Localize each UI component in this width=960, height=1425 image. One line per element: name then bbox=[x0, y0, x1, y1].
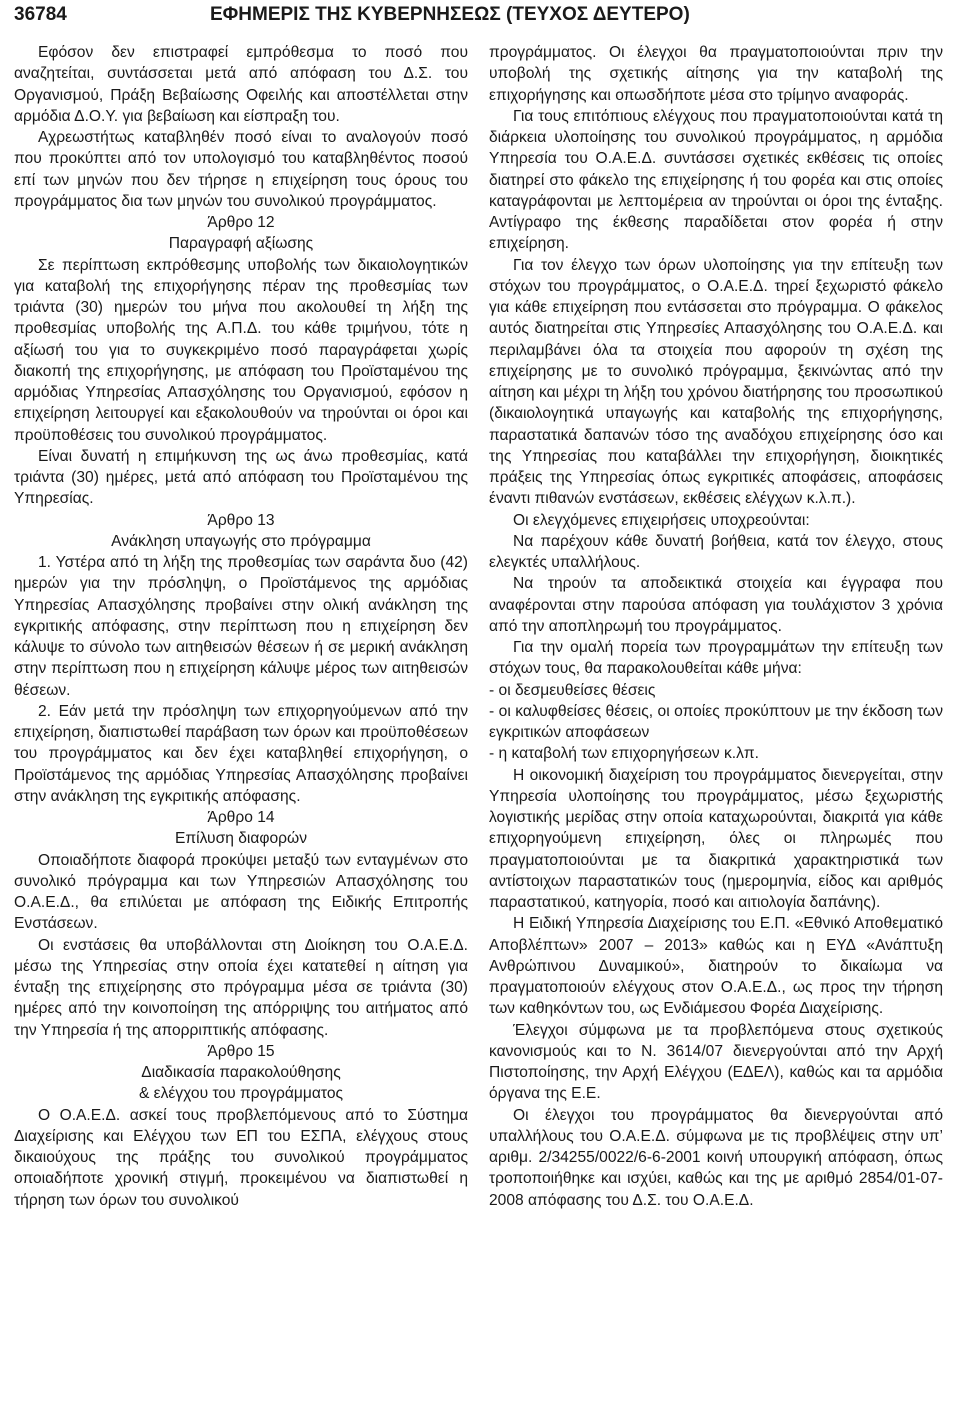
list-item: - η καταβολή των επιχορηγήσεων κ.λπ. bbox=[489, 745, 760, 763]
paragraph: 2. Εάν μετά την πρόσληψη των επιχορηγούμενων από την επιχείρηση, διαπιστωθεί παράβαση των όρων και προϋποθέσεων του προγράμματος και δεν έχει καταβληθεί επιχορήγηση, ο Προϊστάμενος της αρμόδιας Υπηρεσίας Απασχόλησης προβαίνει στην ανάκληση της εγκριτικής απόφασης. bbox=[14, 702, 468, 805]
paragraph: Για την ομαλή πορεία των προγραμμάτων την επίτευξη των στόχων τους, θα παρακολουθείται κάθε μήνα: bbox=[489, 639, 943, 678]
article-13-subtitle: Ανάκληση υπαγωγής στο πρόγραμμα bbox=[111, 532, 371, 550]
article-15-subtitle: Διαδικασία παρακολούθησης bbox=[141, 1064, 341, 1081]
article-14-title: Άρθρο 14 bbox=[207, 809, 275, 826]
page-number: 36784 bbox=[14, 4, 67, 25]
right-column bbox=[489, 42, 943, 1211]
list-item: - οι δεσμευθείσες θέσεις bbox=[489, 681, 656, 699]
article-12-subtitle: Παραγραφή αξίωσης bbox=[168, 235, 314, 253]
paragraph: Η Ειδική Υπηρεσία Διαχείρισης του Ε.Π. «Εθνικό Αποθεματικό Αποβλέπτων» 2007 – 2013» καθώς και η ΕΥΔ «Ανάπτυξη Ανθρώπινου Δυναμικού», διατηρούν το δικαίωμα να πραγματοποιούν ελέγχους στον Ο.Α.Ε.Δ., ως προς την τήρηση των καθηκόντων του, ως Ενδιάμεσου Φορέα Διαχείρισης. bbox=[489, 915, 943, 1018]
paragraph: Έλεγχοι σύμφωνα με τα προβλεπόμενα στους σχετικούς κανονισμούς και το Ν. 3614/07 διενεργούνται από την Αρχή Πιστοποίησης, την Αρχή Ελέγχου (ΕΔΕΛ), καθώς και τα αρμόδια όργανα της Ε.Ε. bbox=[489, 1021, 943, 1103]
paragraph: Η οικονομική διαχείριση του προγράμματος διενεργείται, στην Υπηρεσία υλοποίησης του προγράμματος, μέσω ξεχωριστής λογιστικής μερίδας στην οποία καταχωρούνται, διακριτά για κάθε επιχορηγούμενη επιχείρηση, όλες οι πληρωμές που πραγματοποιούνται με τα διακριτικά χαρακτηριστικά των αντίστοιχων παραστατικών τους (ημερομηνία, είδος και αριθμός παραστατικού, κατηγορία, ποσό και αιτιολογία δαπάνης). bbox=[489, 766, 943, 911]
paragraph: Οι έλεγχοι του προγράμματος θα διενεργούνται από υπαλλήλους του Ο.Α.Ε.Δ. σύμφωνα με τις προβλέψεις στην υπ’ αριθμ. 2/34255/0022/6-6-2001 κοινή υπουργική απόφαση, όπως τροποποιήθηκε και ισχύει, καθώς και της με αριθμό 2854/01-07-2008 απόφασης του Δ.Σ. του Ο.Α.Ε.Δ. bbox=[489, 1106, 943, 1209]
article-14-subtitle: Επίλυση διαφορών bbox=[175, 830, 307, 848]
paragraph: Οποιαδήποτε διαφορά προκύψει μεταξύ των ενταγμένων στο συνολικό πρόγραμμα και των Υπηρεσιών Απασχόλησης του Ο.Α.Ε.Δ., θα επιλύεται με απόφαση της Ειδικής Επιτροπής Ενστάσεων. bbox=[14, 851, 468, 933]
paragraph: Ο Ο.Α.Ε.Δ. ασκεί τους προβλεπόμενους από το Σύστημα Διαχείρισης και Ελέγχου των ΕΠ του ΕΣΠΑ, ελέγχους στους δικαιούχους της πράξης του συνολικού προγράμματος οποιαδήποτε χρονική στιγμή, προκειμένου να διαπιστωθεί η τήρηση των όρων του συνολικού bbox=[14, 1106, 468, 1209]
paragraph: Να παρέχουν κάθε δυνατή βοήθεια, κατά τον έλεγχο, στους ελεγκτές υπαλλήλους. bbox=[489, 532, 943, 571]
left-column bbox=[14, 42, 468, 1211]
paragraph: Είναι δυνατή η επιμήκυνση της ως άνω προθεσμίας, κατά τριάντα (30) ημέρες, μετά από απόφαση του Προϊσταμένου της Υπηρεσίας. bbox=[14, 447, 468, 508]
paragraph: 1. Υστέρα από τη λήξη της προθεσμίας των σαράντα δυο (42) ημερών για την πρόσληψη, ο Προϊστάμενος της αρμόδιας Υπηρεσίας Απασχόλησης προβαίνει στην ολική ανάκληση της εγκριτικής απόφασης, στην περίπτωση που η επιχείρηση δεν κάλυψε το σύνολο των αιτηθεισών θέσεων ή σε μερική ανάκληση στην περίπτωση που η επιχείρηση κάλυψε μέρος των αιτηθεισών θέσεων. bbox=[14, 554, 468, 699]
paragraph: Να τηρούν τα αποδεικτικά στοιχεία και έγγραφα που αναφέρονται στην παρούσα απόφαση για τουλάχιστον 3 χρόνια από την αποπληρωμή του προγράμματος. bbox=[489, 575, 943, 635]
article-13-title: Άρθρο 13 bbox=[207, 511, 275, 529]
list-item: - οι καλυφθείσες θέσεις, οι οποίες προκύπτουν με την έκδοση των εγκριτικών αποφάσεων bbox=[489, 702, 943, 741]
article-15-subtitle: & ελέγχου του προγράμματος bbox=[138, 1085, 344, 1103]
paragraph: Οι ελεγχόμενες επιχειρήσεις υποχρεούνται: bbox=[513, 511, 810, 529]
paragraph: Οι ενστάσεις θα υποβάλλονται στη Διοίκηση του Ο.Α.Ε.Δ. μέσω της Υπηρεσίας στην οποία έχει κατατεθεί η αίτηση για ένταξη της επιχείρησης στο πρόγραμμα μέσα σε τριάντα (30) ημέρες από την κοινοποίηση της απόρριψης του αιτήματος από την Υπηρεσία ή της απορριπτικής απόφασης. bbox=[14, 936, 468, 1039]
paragraph: Για τους επιτόπιους ελέγχους που πραγματοποιούνται κατά τη διάρκεια υλοποίησης του συνολικού προγράμματος, η αρμόδια Υπηρεσία του Ο.Α.Ε.Δ. συντάσσει σχετικές εκθέσεις τις οποίες διατηρεί στο φάκελο της επιχείρησης ή του φορέα και στις οποίες καταγράφονται με λεπτομέρεια αν τηρούνται οι όροι της ένταξης. Αντίγραφο της έκθεσης παραδίδεται στον φορέα ή στην επιχείρηση. bbox=[489, 107, 943, 253]
paragraph: προγράμματος. Οι έλεγχοι θα πραγματοποιούνται πριν την υποβολή της σχετικής αίτησης για την καταβολή της επιχορήγησης και οπωσδήποτε μέσα στο τρίμηνο αναφοράς. bbox=[489, 44, 943, 104]
paragraph: Για τον έλεγχο των όρων υλοποίησης για την επίτευξη των στόχων του προγράμματος, ο Ο.Α.Ε.Δ. τηρεί ξεχωριστό φάκελο για κάθε επιχείρηση που εντάσσεται στο πρόγραμμα. Ο φάκελος αυτός διατηρείται στις Υπηρεσίες Απασχόλησης του Ο.Α.Ε.Δ. και περιλαμβάνει όλα τα στοιχεία που αφορούν τη σχέση της επιχείρησης με το συνολικό πρόγραμμα, ξεκινώντας από την αίτηση και μέχρι τη λήξη του χρόνου διατήρησης του προσωπικού (δικαιολογητικά υπαγωγής και καταβολής της επιχορήγησης, παραστατικά δαπανών τόσο της αναδόχου επιχείρησης όσο και της Υπηρεσίας που καταβάλλει την επιχορήγηση, διοικητικές πράξεις της Υπηρεσίας όπως εγκριτικές αποφάσεις, αποφάσεις έναντι πιθανών ενστάσεων, εκθέσεις ελέγχων κ.λ.π.). bbox=[489, 256, 943, 508]
article-15-title: Άρθρο 15 bbox=[207, 1042, 275, 1060]
paragraph: Σε περίπτωση εκπρόθεσμης υποβολής των δικαιολογητικών για καταβολή της επιχορήγησης πέραν της προθεσμίας των τριάντα (30) ημερών του μήνα που ακολουθεί τη λήξη της προθεσμίας υποβολής της Α.Π.Δ. του κάθε τριμήνου, τότε η αξίωσή του για το συγκεκριμένο ποσό παραγράφεται χωρίς διακοπή της επιχορήγησης, με απόφαση του Προϊσταμένου της αρμόδιας Υπηρεσίας Απασχόλησης του Οργανισμού, εφόσον η επιχείρηση λειτουργεί και εξακολουθούν να τηρούνται οι όροι και προϋποθέσεις του συνολικού προγράμματος. bbox=[14, 256, 468, 444]
page-header bbox=[14, 0, 946, 30]
paragraph: Εφόσον δεν επιστραφεί εμπρόθεσμα το ποσό που αναζητείται, συντάσσεται μετά από απόφαση του Δ.Σ. του Οργανισμού, Πράξη Βεβαίωσης Οφειλής και αποστέλλεται στην αρμόδια Δ.Ο.Υ. για βεβαίωση και είσπραξη του. bbox=[14, 44, 468, 125]
paragraph: Αχρεωστήτως καταβληθέν ποσό είναι το αναλογούν ποσό που προκύπτει από τον υπολογισμό του καταβληθέντος ποσού επί των μηνών που δεν τήρησε η επιχείρηση τους όρους του προγράμματος δια των μηνών του συνολικού προγράμματος. bbox=[14, 129, 468, 210]
gazette-title: ΕΦΗΜΕΡΙΣ ΤΗΣ ΚΥΒΕΡΝΗΣΕΩΣ (ΤΕΥΧΟΣ ΔΕΥΤΕΡΟ) bbox=[210, 4, 690, 25]
article-12-title: Άρθρο 12 bbox=[207, 214, 275, 231]
